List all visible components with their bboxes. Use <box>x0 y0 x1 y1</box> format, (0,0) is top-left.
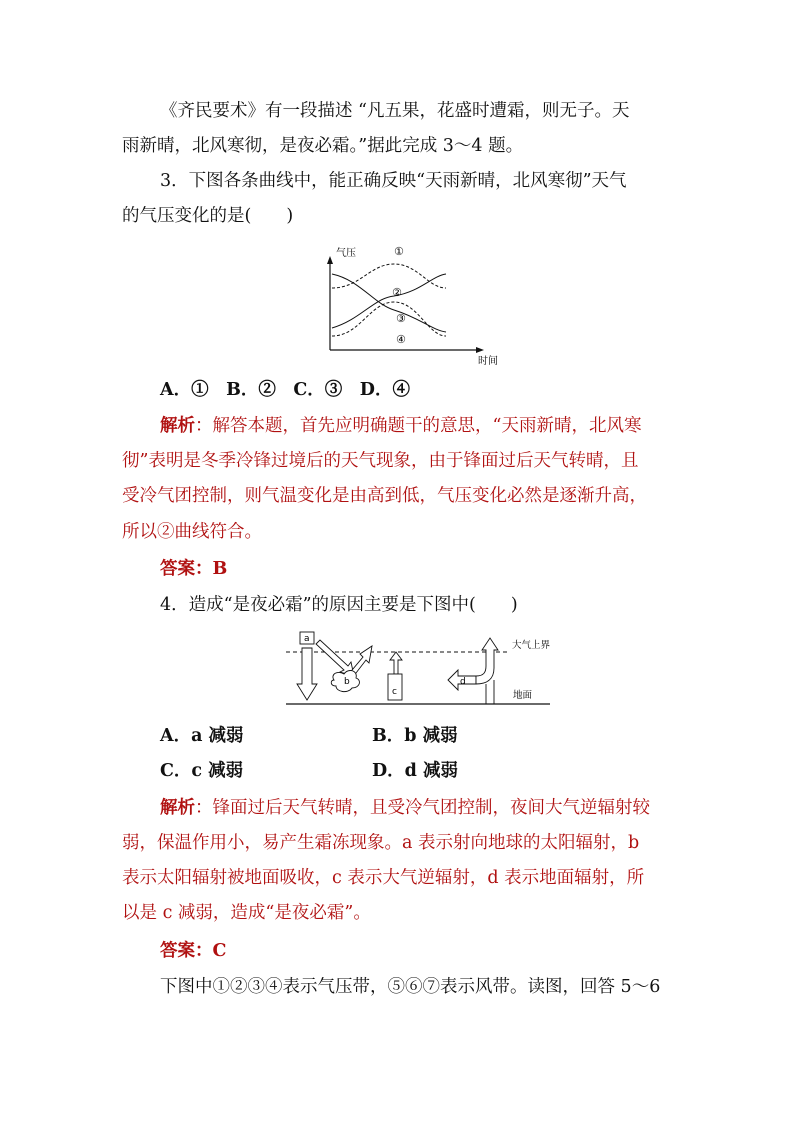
q3-analysis-line-3: 受冷气团控制，则气温变化是由高到低，气压变化必然是逐渐升高， <box>122 486 647 506</box>
curve-3-label: ③ <box>396 312 406 325</box>
q3-answer-label: 答案： <box>160 559 213 579</box>
q4-analysis-label: 解析 <box>160 798 195 818</box>
q4-option-d: D．d 减弱 <box>372 761 459 781</box>
q3-pressure-chart <box>310 240 510 368</box>
q3-stem-line-1: 3．下图各条曲线中，能正确反映“天雨新晴，北风寒彻”天气 <box>160 171 627 191</box>
label-a: a <box>304 634 310 644</box>
chart-x-arrow <box>476 347 484 353</box>
intro-line-1: 《齐民要术》有一段描述 “凡五果，花盛时遭霜，则无子。天 <box>160 101 630 121</box>
arrow-d-stem <box>486 680 494 704</box>
next-section-line-1: 下图中①②③④表示气压带，⑤⑥⑦表示风带。读图，回答 5～6 <box>160 977 661 997</box>
q4-analysis-line-4: 以是 c 减弱，造成“是夜必霜”。 <box>122 903 371 923</box>
q3-stem-line-2: 的气压变化的是( ) <box>122 206 294 226</box>
q3-analysis-line-2: 彻”表明是冬季冷锋过境后的天气现象，由于锋面过后天气转晴，且 <box>122 451 639 471</box>
q4-stem-line-1: 4．造成“是夜必霜”的原因主要是下图中( ) <box>160 595 518 615</box>
curve-2-label: ② <box>392 286 402 299</box>
curve-4 <box>332 302 446 336</box>
q4-option-a: A．a 减弱 <box>160 726 244 746</box>
label-d: d <box>460 677 466 687</box>
q3-answer <box>160 557 720 581</box>
q3-analysis-label: 解析 <box>160 416 195 436</box>
q4-analysis-line-3: 表示太阳辐射被地面吸收，c 表示大气逆辐射，d 表示地面辐射，所 <box>122 868 645 888</box>
chart-x-label: 时间 <box>478 356 498 367</box>
q4-analysis-text-1: ：锋面过后天气转晴，且受冷气团控制，夜间大气逆辐射较 <box>195 798 650 818</box>
curve-4-label: ④ <box>396 333 406 346</box>
intro-line-2: 雨新晴，北风寒彻，是夜必霜。”据此完成 3～4 题。 <box>122 136 524 156</box>
ground-label: 地面 <box>513 690 533 701</box>
q4-answer-label: 答案： <box>160 941 213 961</box>
curve-1-label: ① <box>394 245 404 258</box>
label-b: b <box>344 677 350 687</box>
chart-y-label: 气压 <box>336 248 356 259</box>
arrow-c <box>390 652 402 674</box>
q4-radiation-diagram <box>280 628 560 712</box>
q3-options: A．① B．② C．③ D．④ <box>160 380 410 400</box>
arrow-d-riser <box>476 638 498 684</box>
q4-answer-value: C <box>212 941 227 961</box>
q3-answer-value: B <box>212 559 228 579</box>
curve-1 <box>332 264 446 288</box>
curve-2 <box>332 274 446 328</box>
q4-option-c: C．c 减弱 <box>160 761 244 781</box>
q3-analysis-text-1: ：解答本题，首先应明确题干的意思，“天雨新晴，北风寒 <box>195 416 642 436</box>
q4-analysis-line-1 <box>160 796 720 820</box>
q4-analysis-line-2: 弱，保温作用小，易产生霜冻现象。a 表示射向地球的太阳辐射，b <box>122 833 640 853</box>
q4-option-b: B．b 减弱 <box>372 726 458 746</box>
q3-analysis-line-4: 所以②曲线符合。 <box>122 522 262 542</box>
chart-y-arrow <box>327 256 333 264</box>
atmosphere-top-label: 大气上界 <box>512 640 551 651</box>
label-c: c <box>392 687 397 697</box>
q3-analysis-line-1 <box>160 414 720 438</box>
arrow-a <box>297 648 317 700</box>
q4-answer <box>160 939 720 963</box>
